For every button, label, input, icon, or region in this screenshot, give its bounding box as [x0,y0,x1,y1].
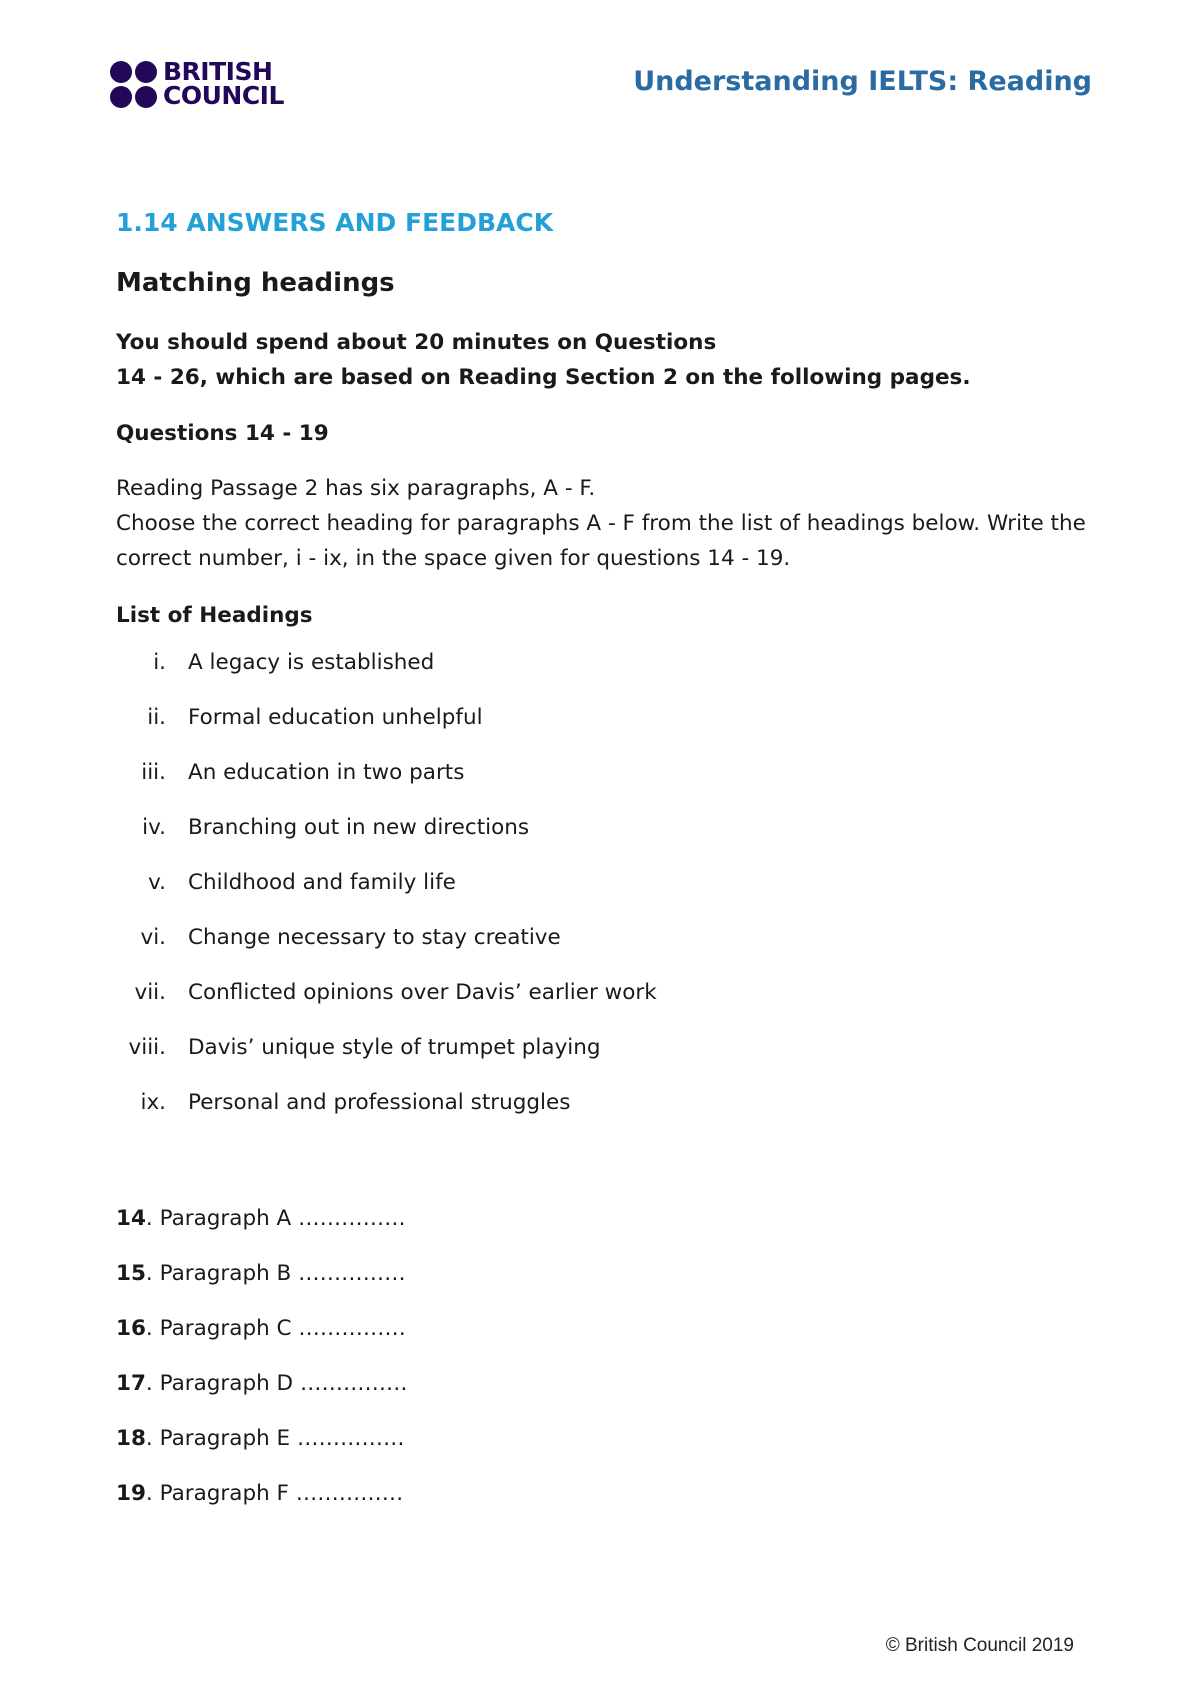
list-item [116,925,816,955]
logo-text [163,57,284,110]
task-line-2: Choose the correct heading for paragraphs A - F from the list of headings below. Write the correct number, i - ix, in the space given for questions 14 - 19. [116,511,1086,571]
instruction-line-1: You should spend about 20 minutes on Questions [116,330,717,355]
heading-numeral: ii. [147,705,166,730]
heading-text: Davis’ unique style of trumpet playing [188,1035,601,1060]
document-title: Understanding IELTS: Reading [633,66,1092,97]
question-number: 17 [116,1371,146,1396]
question-number: 14 [116,1206,146,1231]
list-title: List of Headings [116,603,313,628]
heading-numeral: ix. [140,1090,166,1115]
list-item [116,705,816,735]
question-number: 19 [116,1481,146,1506]
heading-numeral: i. [153,650,166,675]
question-item [116,1261,406,1286]
heading-numeral: v. [148,870,166,895]
questions-range: Questions 14 - 19 [116,421,329,446]
heading-text: An education in two parts [188,760,465,785]
question-text: . Paragraph C …………… [145,1316,406,1341]
copyright-footer: © British Council 2019 [885,1635,1074,1656]
instruction-line-2: 14 - 26, which are based on Reading Section 2 on the following pages. [116,365,971,390]
heading-numeral: vi. [140,925,166,950]
heading-numeral: vii. [134,980,166,1005]
logo-line-1: BRITISH [163,57,273,86]
list-item [116,1090,816,1120]
subheading: Matching headings [116,268,395,298]
question-item [116,1371,407,1396]
heading-text: Branching out in new directions [188,815,530,840]
list-item [116,815,816,845]
heading-text: Change necessary to stay creative [188,925,561,950]
section-title: 1.14 ANSWERS AND FEEDBACK [116,208,554,237]
question-text: . Paragraph E …………… [145,1426,405,1451]
heading-numeral: iii. [141,760,166,785]
heading-text: Childhood and family life [188,870,456,895]
list-item [116,980,816,1010]
heading-text: Formal education unhelpful [188,705,483,730]
logo-dots-icon [110,61,157,108]
task-line-1: Reading Passage 2 has six paragraphs, A - F. [116,476,596,501]
heading-numeral: iv. [142,815,166,840]
heading-text: Conflicted opinions over Davis’ earlier work [188,980,657,1005]
question-number: 15 [116,1261,146,1286]
question-text: . Paragraph A …………… [145,1206,406,1231]
question-item [116,1426,404,1451]
question-text: . Paragraph B …………… [145,1261,406,1286]
list-item [116,650,816,680]
logo-line-2: COUNCIL [163,81,284,110]
list-item [116,760,816,790]
list-item [116,1035,816,1065]
question-number: 18 [116,1426,146,1451]
british-council-logo [110,57,284,110]
heading-text: Personal and professional struggles [188,1090,571,1115]
question-item [116,1316,406,1341]
question-item [116,1206,406,1231]
question-text: . Paragraph F …………… [145,1481,404,1506]
question-number: 16 [116,1316,146,1341]
heading-text: A legacy is established [188,650,435,675]
list-item [116,870,816,900]
heading-numeral: viii. [128,1035,166,1060]
question-text: . Paragraph D …………… [145,1371,408,1396]
question-item [116,1481,403,1506]
